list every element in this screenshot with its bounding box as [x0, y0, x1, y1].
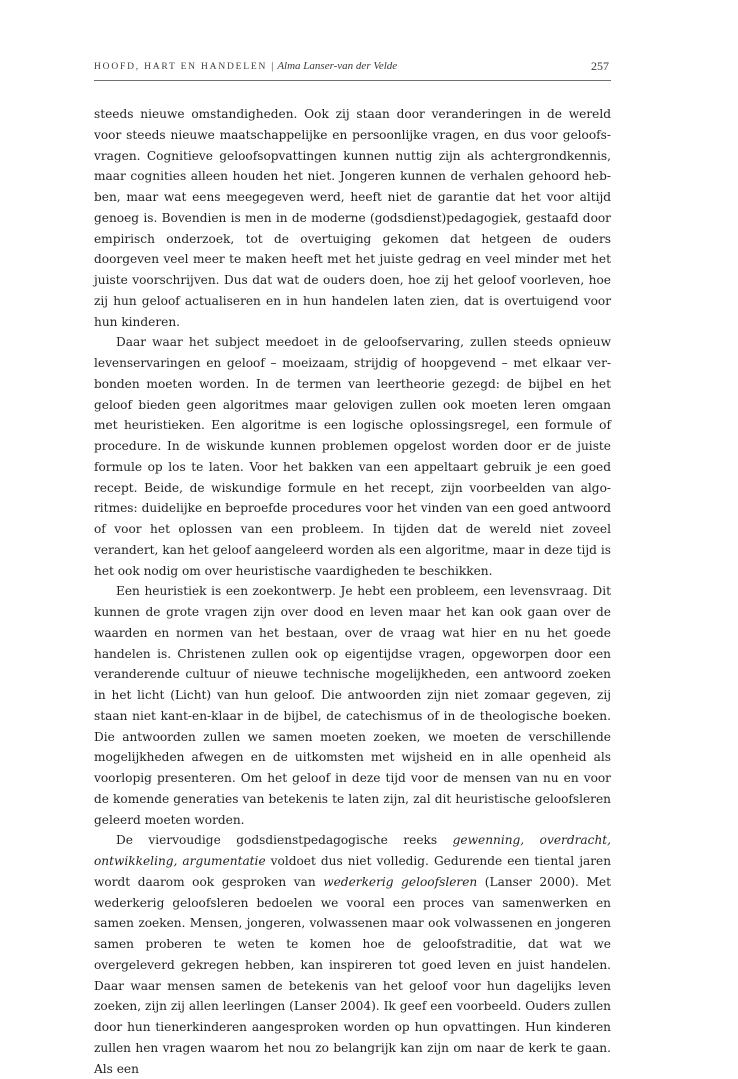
- body-text: [94, 104, 611, 1079]
- paragraph-3-text: Een heuristiek is een zoekontwerp. Je hebt een probleem, een levensvraag. Dit kunnen de grote vragen zijn over dood en leven maar het kan ook gaan over de waarden en normen van het bestaan, over de vraag wat hier en nu het goede handelen is. Christenen zullen ook op eigentijdse vragen, opgeworpen door een veranderende cultuur of nieuwe technische mogelijkheden, een antwoord zoeken in het licht (Licht) van hun geloof. Die antwoorden zijn niet zomaar gegeven, zij staan niet kant-en-klaar in de bijbel, de catechismus of in de theologische boeken. Die antwoorden zullen we samen moeten zoeken, we moeten de verschillende mogelijkheden afwegen en de uitkomsten met wijsheid en in alle openheid als voorlopig presenteren. Om het geloof in deze tijd voor de mensen van nu en voor de komende generaties van betekenis te laten zijn, zal dit heuristische geloofsleren geleerd moeten worden.: [94, 584, 611, 827]
- paragraph-4-italic-term: wederkerig geloofsleren: [323, 874, 478, 889]
- paragraph-3: [94, 581, 611, 830]
- paragraph-4-text-b: voldoet dus niet volledig. Gedurende een tiental jaren wordt daarom ook gesproken van: [94, 854, 612, 889]
- paragraph-4-text-c: (Lanser 2000). Met wederkerig geloofsleren bedoelen we vooral een proces van samenwerken en samen zoeken. Mensen, jongeren, volwassenen maar ook volwassenen en jongeren samen proberen te weten te komen hoe de geloofstraditie, dat wat we overgeleverd gekregen hebben, kan inspireren tot goed leven en juist handelen. Daar waar mensen samen de betekenis van het geloof voor hun dagelijks leven zoeken, zijn zij allen leerlingen (Lanser 2004). Ik geef een voorbeeld. Ouders zullen door hun tienerkinderen aangesproken worden op hun opvattingen. Hun kinderen zullen hen vragen waarom het nou zo belangrijk kan zijn om naar de kerk te gaan. Als een: [94, 874, 611, 1076]
- page-number: 257: [591, 59, 609, 73]
- paragraph-2: [94, 332, 611, 581]
- book-title: HOOFD, HART EN HANDELEN: [94, 62, 268, 72]
- running-header: [94, 58, 611, 81]
- header-separator: |: [271, 60, 274, 72]
- header-text: [94, 60, 397, 72]
- paragraph-1-text: steeds nieuwe omstandigheden. Ook zij staan door veranderingen in de wereld voor steeds nieuwe maatschappelijke en persoonlijke vragen, en dus voor geloofsvragen. Cognitieve geloofsopvattingen kunnen nuttig zijn als achtergrondkennis, maar cognities alleen houden het niet. Jongeren kunnen de verhalen gehoord hebben, maar wat eens meegegeven werd, heeft niet de garantie dat het voor altijd genoeg is. Bovendien is men in de moderne (godsdienst)pedagogiek, gestaafd door empirisch onderzoek, tot de overtuiging gekomen dat hetgeen de ouders doorgeven veel meer te maken heeft met het juiste gedrag en veel minder met het juiste voorschrijven. Dus dat wat de ouders doen, hoe zij het geloof voorleven, hoe zij hun geloof actualiseren en in hun handelen laten zien, dat is overtuigend voor hun kinderen.: [94, 107, 611, 329]
- paragraph-4-text-a: De viervoudige godsdienstpedagogische reeks: [116, 833, 453, 848]
- paragraph-4-italic-series: gewenning, overdracht, ontwikkeling, argumentatie: [94, 833, 611, 868]
- author-name: Alma Lanser-van der Velde: [277, 60, 398, 72]
- paragraph-4: [94, 830, 611, 1079]
- paragraph-2-text: Daar waar het subject meedoet in de geloofservaring, zullen steeds opnieuw levenservaringen en geloof – moeizaam, strijdig of hoopgevend – met elkaar verbonden moeten worden. In de termen van leertheorie gezegd: de bijbel en het geloof bieden geen algoritmes maar gelovigen zullen ook moeten leren omgaan met heuristieken. Een algoritme is een logische oplossingsregel, een formule of procedure. In de wiskunde kunnen problemen opgelost worden door er de juiste formule op los te laten. Voor het bakken van een appeltaart gebruik je een goed recept. Beide, de wiskundige formule en het recept, zijn voorbeelden van algoritmes: duidelijke en beproefde procedures voor het vinden van een goed antwoord of voor het oplossen van een probleem. In tijden dat de wereld niet zoveel verandert, kan het geloof aangeleerd worden als een algoritme, maar in deze tijd is het ook nodig om over heuristische vaardigheden te beschikken.: [94, 335, 611, 578]
- paragraph-1: [94, 104, 611, 332]
